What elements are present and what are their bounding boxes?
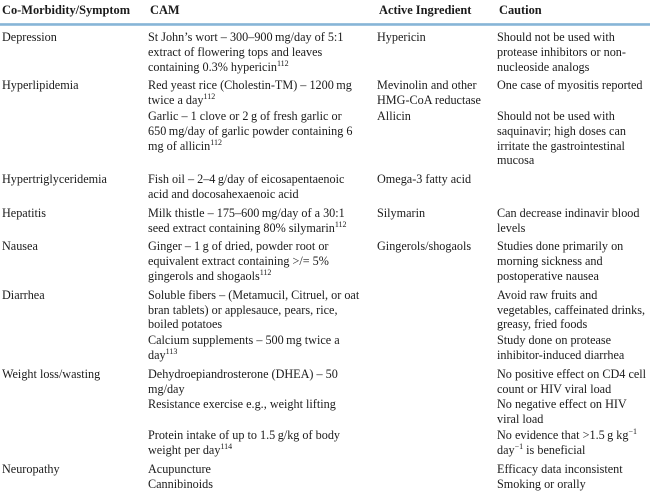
caution-cell: Study done on protease inhibitor-induced diarrhea [497, 333, 625, 362]
cam-cell: Red yeast rice (Cholestin-TM) – 1200 mg twice a day$^{112}$ [148, 78, 352, 108]
caution-cell: Should not be used with protease inhibitors or non-nucleoside analogs [497, 30, 626, 74]
column-header-co-morbidity-symptom: Co-Morbidity/Symptom [2, 3, 131, 17]
column-header-cam: CAM [150, 3, 180, 17]
active-ingredient-cell: Mevinolin and other HMG-CoA reductase [377, 78, 481, 108]
cam-cell: Fish oil – 2–4 g/day of eicosapentaenoic acid and docosahexaenoic acid [148, 172, 345, 201]
cam-cell: Calcium supplements – 500 mg twice a day$^{113}$ [148, 333, 340, 362]
symptom-cell: Hyperlipidemia [2, 78, 79, 93]
caution-cell: One case of myositis reported [497, 78, 643, 93]
symptom-cell [0, 428, 148, 458]
table-row [0, 284, 650, 363]
table-row [0, 363, 650, 458]
table-row [0, 168, 650, 202]
active-ingredient-cell: Silymarin [377, 205, 426, 220]
table-entry-row [0, 477, 650, 492]
active-ingredient-cell [377, 428, 497, 458]
table-entry-row [0, 367, 650, 397]
active-ingredient-cell [377, 462, 497, 477]
symptom-cell: Neuropathy [2, 461, 60, 476]
table-body [0, 26, 650, 492]
caution-cell: No evidence that >1.5 g $kg^{-1}$ day$^{-1}$ is beneficial [497, 426, 638, 457]
active-ingredient-cell: Gingerols/shogaols [377, 239, 472, 254]
symptom-cell [0, 333, 148, 363]
symptom-cell: Hypertriglyceridemia [2, 172, 107, 187]
caution-cell: No negative effect on HIV viral load [497, 397, 627, 427]
table-entry-row [0, 397, 650, 427]
table-row [0, 26, 650, 74]
cam-cell: Ginger – 1 g of dried, powder root or equivalent extract containing >/= 5% gingerols and shogaols$^{112}$ [148, 239, 329, 283]
active-ingredient-cell: Allicin [377, 108, 411, 123]
table-entry-row [0, 288, 650, 332]
caution-cell: Smoking or orally [497, 477, 586, 492]
table-row [0, 235, 650, 283]
symptom-cell: Weight loss/wasting [2, 366, 101, 381]
active-ingredient-cell [377, 477, 497, 492]
cam-cell: Protein intake of up to 1.5 g/kg of body weight per day$^{114}$ [148, 427, 341, 457]
caution-cell: Should not be used with saquinavir; high doses can irritate the gastrointestinal mucosa [497, 108, 626, 168]
caution-cell: Efficacy data inconsistent [497, 461, 623, 476]
table-header-row [0, 0, 650, 23]
table-row [0, 202, 650, 236]
active-ingredient-cell [377, 367, 497, 397]
caution-cell: Studies done primarily on morning sickness and postoperative nausea [497, 239, 624, 283]
table-entry-row [0, 239, 650, 283]
cam-cell: Dehydroepiandrosterone (DHEA) – 50 mg/day [148, 366, 341, 396]
table-entry-row [0, 333, 650, 363]
table-row [0, 74, 650, 168]
active-ingredient-cell [377, 288, 497, 332]
column-header-caution: Caution [499, 3, 542, 17]
caution-cell [497, 172, 650, 202]
cam-cell: Garlic – 1 clove or 2 g of fresh garlic or 650 mg/day of garlic powder containing 6 mg of allicin$^{112}$ [148, 108, 353, 153]
cam-cell: Cannibinoids [148, 477, 214, 492]
table-entry-row [0, 172, 650, 202]
cam-cell: Acupuncture [148, 461, 211, 476]
column-header-active-ingredient: Active Ingredient [379, 3, 472, 17]
active-ingredient-cell [377, 333, 497, 363]
symptom-cell: Hepatitis [2, 205, 47, 220]
cam-cell: Milk thistle – 175–600 mg/day of a 30:1 seed extract containing 80% silymarin$^{112}$ [148, 205, 347, 235]
table-entry-row [0, 109, 650, 168]
symptom-cell [0, 477, 148, 492]
active-ingredient-cell: Omega-3 fatty acid [377, 172, 472, 187]
symptom-cell: Diarrhea [2, 287, 45, 302]
table-entry-row [0, 462, 650, 477]
table-entry-row [0, 428, 650, 458]
table-entry-row [0, 30, 650, 74]
caution-cell: Avoid raw fruits and vegetables, caffeinated drinks, greasy, fried foods [497, 287, 645, 332]
active-ingredient-cell [377, 397, 497, 427]
symptom-cell [0, 109, 148, 168]
cam-cell: Soluble fibers – (Metamucil, Citruel, or oat bran tablets) or applesauce, pears, rice, boiled potatoes [148, 287, 360, 332]
caution-cell: Can decrease indinavir blood levels [497, 205, 640, 235]
symptom-cell: Depression [2, 30, 57, 44]
caution-cell: No positive effect on CD4 cell count or HIV viral load [497, 366, 647, 396]
table-entry-row [0, 206, 650, 236]
symptom-cell [0, 397, 148, 427]
symptom-cell: Nausea [2, 239, 38, 254]
active-ingredient-cell: Hypericin [377, 30, 426, 44]
cam-cell: St John’s wort – 300–900 mg/day of 5:1 extract of flowering tops and leaves containing 0.3% hypericin$^{112}$ [148, 30, 344, 74]
cam-cell: Resistance exercise e.g., weight lifting [148, 397, 336, 412]
table-entry-row [0, 78, 650, 108]
table-row [0, 458, 650, 492]
